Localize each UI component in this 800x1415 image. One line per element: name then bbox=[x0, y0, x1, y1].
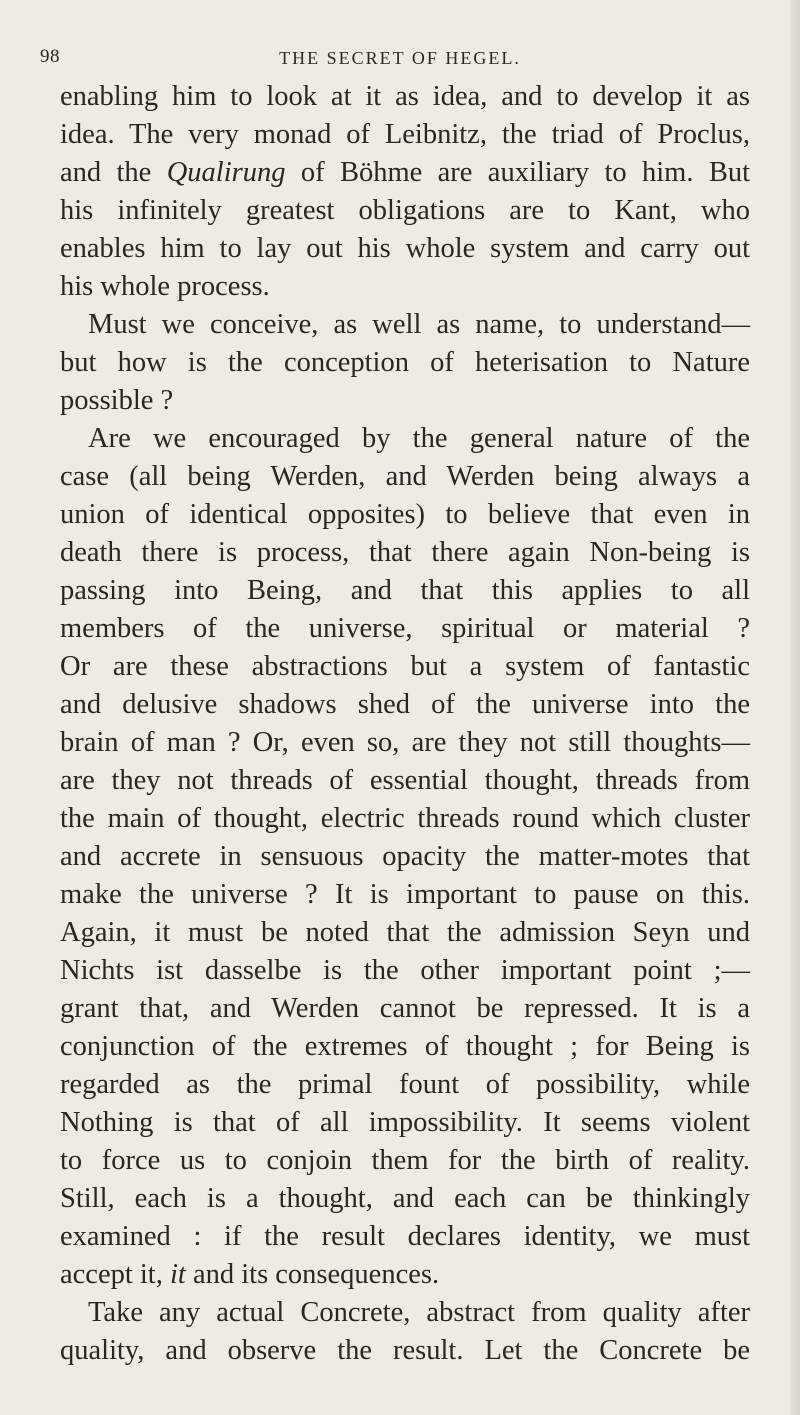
text-line: but how is the conception of heterisation to Nature bbox=[60, 347, 750, 378]
text-line: Again, it must be noted that the admission Seyn und bbox=[60, 917, 750, 948]
text-line: Nothing is that of all impossibility. It seems violent bbox=[60, 1107, 750, 1138]
text-line: quality, and observe the result. Let the Concrete be bbox=[60, 1335, 750, 1366]
text-line: Or are these abstractions but a system of fantastic bbox=[60, 651, 750, 682]
text-line: case (all being Werden, and Werden being always a bbox=[60, 461, 750, 492]
text-line: Still, each is a thought, and each can be thinkingly bbox=[60, 1183, 750, 1214]
text-line: conjunction of the extremes of thought ; for Being is bbox=[60, 1031, 750, 1062]
body-text bbox=[60, 78, 750, 1370]
text-line: brain of man ? Or, even so, are they not still thoughts— bbox=[60, 727, 750, 758]
text-line: make the universe ? It is important to pause on this. bbox=[60, 879, 750, 910]
text-line: Nichts ist dasselbe is the other important point ;— bbox=[60, 955, 750, 986]
page-edge bbox=[790, 0, 800, 1415]
text-line: the main of thought, electric threads round which cluster bbox=[60, 803, 750, 834]
text-line: idea. The very monad of Leibnitz, the triad of Proclus, bbox=[60, 119, 750, 150]
text-line: are they not threads of essential thought, threads from bbox=[60, 765, 750, 796]
text-line: members of the universe, spiritual or material ? bbox=[60, 613, 750, 644]
text-line: Must we conceive, as well as name, to understand— bbox=[88, 309, 750, 340]
text-line: Take any actual Concrete, abstract from quality after bbox=[88, 1297, 750, 1328]
text-line: and the Qualirung of Böhme are auxiliary to him. But bbox=[60, 157, 750, 188]
page-number: 98 bbox=[40, 46, 60, 67]
text-line: his whole process. bbox=[60, 271, 270, 302]
text-line: enables him to lay out his whole system and carry out bbox=[60, 233, 750, 264]
running-head bbox=[40, 46, 760, 70]
text-line: to force us to conjoin them for the birth of reality. bbox=[60, 1145, 750, 1176]
text-line: examined : if the result declares identity, we must bbox=[60, 1221, 750, 1252]
text-line: union of identical opposites) to believe that even in bbox=[60, 499, 750, 530]
text-line: Are we encouraged by the general nature of the bbox=[88, 423, 750, 454]
text-line: regarded as the primal fount of possibility, while bbox=[60, 1069, 750, 1100]
text-line: his infinitely greatest obligations are to Kant, who bbox=[60, 195, 750, 226]
text-line: and delusive shadows shed of the universe into the bbox=[60, 689, 750, 720]
text-line: accept it, it and its consequences. bbox=[60, 1259, 440, 1290]
text-line: grant that, and Werden cannot be repressed. It is a bbox=[60, 993, 750, 1024]
text-line: possible ? bbox=[60, 385, 174, 416]
text-line: and accrete in sensuous opacity the matter-motes that bbox=[60, 841, 750, 872]
text-line: passing into Being, and that this applies to all bbox=[60, 575, 750, 606]
text-line: enabling him to look at it as idea, and to develop it as bbox=[60, 81, 750, 112]
running-title: THE SECRET OF HEGEL. bbox=[279, 48, 521, 68]
text-line: death there is process, that there again Non-being is bbox=[60, 537, 750, 568]
